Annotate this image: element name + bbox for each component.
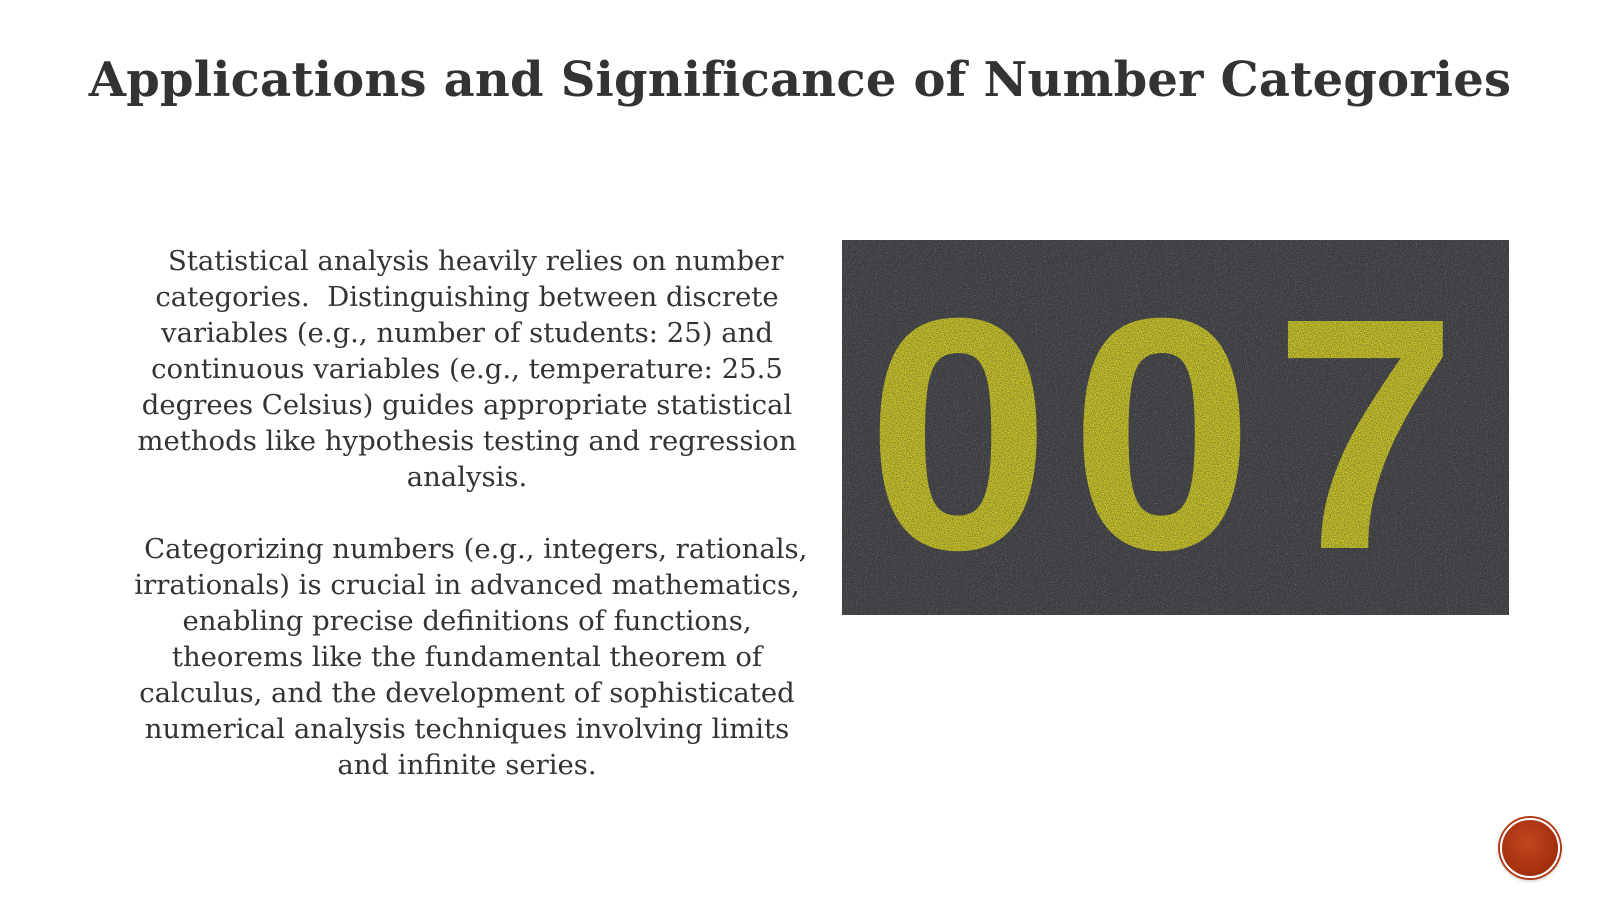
slide-title: Applications and Significance of Number Categories	[88, 52, 1512, 108]
slide-body	[118, 243, 816, 819]
stencil-text: 007	[866, 249, 1478, 615]
stencil-digits	[867, 249, 1478, 615]
asphalt-007-photo	[842, 240, 1509, 615]
paragraph-statistical-analysis: Statistical analysis heavily relies on number categories. Distinguishing between discrete variables (e.g., number of students: 25) and continuous variables (e.g., temperature: 25.5 degrees Celsius) guides appropriate statistical methods like hypothesis testing and regression analysis.	[137, 245, 806, 493]
paragraph-categorizing-numbers: Categorizing numbers (e.g., integers, rationals, irrationals) is crucial in advanced mathematics, enabling precise definitions of functions, theorems like the fundamental theorem of calculus, and the development of sophisticated numerical analysis techniques involving limits and infinite series.	[126, 533, 817, 781]
slide-nav-button[interactable]	[1500, 818, 1560, 878]
